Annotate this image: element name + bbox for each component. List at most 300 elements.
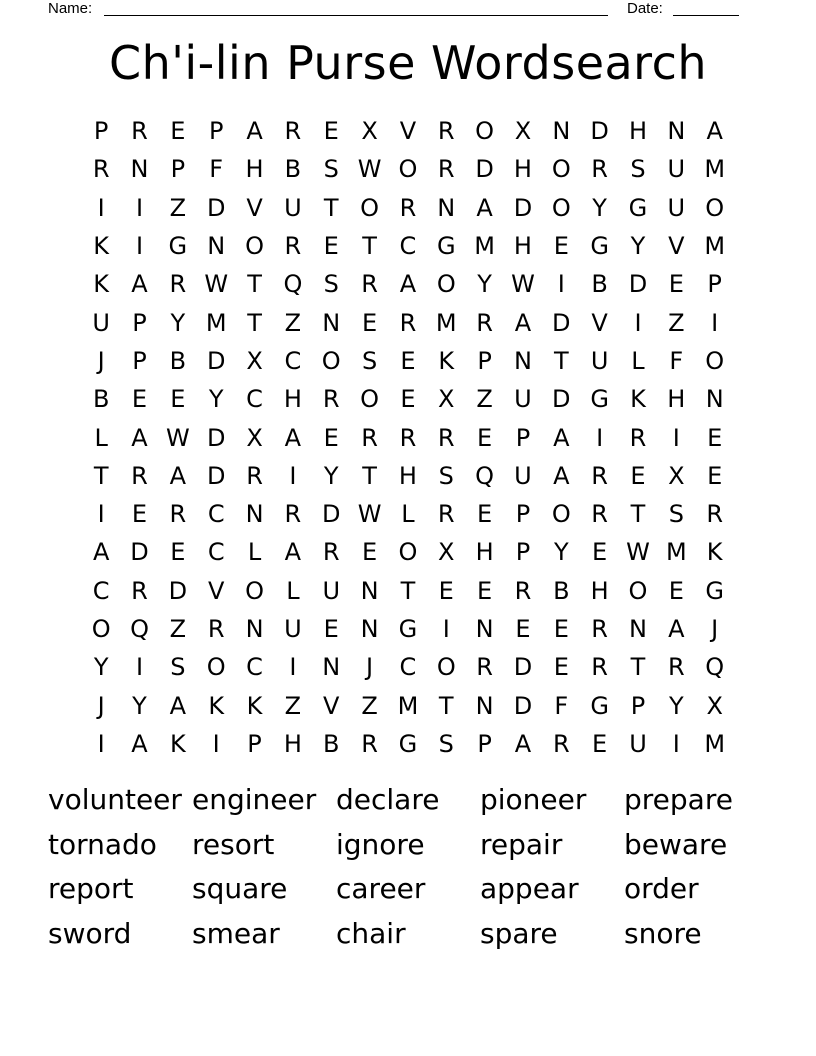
grid-letter: A	[553, 461, 570, 490]
grid-letter: E	[707, 423, 723, 452]
grid-letter: A	[668, 615, 685, 643]
grid-letter: D	[206, 423, 226, 452]
grid-row	[82, 610, 734, 648]
grid-letter: A	[131, 729, 148, 758]
grid-letter: R	[437, 500, 455, 529]
grid-letter: D	[552, 385, 571, 414]
letter-grid	[82, 112, 734, 763]
grid-letter: N	[475, 691, 494, 720]
grid-row	[82, 418, 734, 456]
grid-letter: R	[629, 423, 647, 452]
grid-letter: T	[553, 346, 569, 375]
grid-letter: O	[245, 232, 264, 261]
grid-letter: A	[284, 423, 302, 452]
grid-letter: O	[398, 538, 418, 567]
grid-letter: P	[477, 346, 492, 375]
word-list-item: beware	[624, 827, 728, 861]
grid-letter: E	[131, 385, 148, 414]
grid-letter: P	[630, 691, 646, 720]
word-list-item: sword	[48, 916, 132, 950]
grid-letter: U	[590, 346, 609, 375]
grid-letter: Q	[283, 270, 303, 299]
grid-letter: H	[245, 155, 264, 184]
word-list-item: report	[48, 872, 134, 905]
grid-letter: S	[630, 155, 646, 184]
grid-letter: D	[130, 538, 149, 567]
grid-letter: U	[629, 729, 647, 758]
grid-letter: J	[366, 653, 374, 682]
grid-letter: F	[209, 155, 224, 184]
grid-letter: R	[284, 500, 302, 529]
grid-letter: H	[628, 117, 647, 146]
grid-letter: O	[321, 346, 341, 375]
grid-letter: Y	[592, 193, 607, 222]
grid-letter: O	[705, 346, 725, 375]
grid-letter: Y	[93, 653, 109, 682]
grid-letter: C	[207, 500, 225, 529]
grid-letter: E	[553, 615, 569, 643]
grid-letter: R	[667, 653, 685, 682]
grid-letter: R	[131, 576, 148, 605]
grid-letter: R	[591, 615, 608, 643]
grid-letter: L	[401, 500, 415, 529]
grid-letter: X	[668, 461, 685, 490]
grid-letter: P	[247, 729, 262, 758]
grid-row	[82, 342, 734, 380]
grid-letter: X	[438, 385, 455, 414]
grid-row	[82, 533, 734, 571]
grid-letter: R	[552, 729, 570, 758]
grid-letter: H	[667, 385, 686, 414]
grid-letter: M	[665, 538, 687, 567]
grid-letter: H	[590, 576, 609, 605]
grid-letter: Z	[284, 691, 302, 720]
grid-letter: H	[475, 538, 494, 567]
grid-letter: B	[284, 155, 302, 184]
grid-letter: I	[557, 270, 565, 299]
grid-letter: C	[92, 576, 110, 605]
grid-letter: A	[553, 423, 570, 452]
grid-letter: S	[668, 500, 684, 529]
grid-letter: R	[361, 423, 378, 452]
grid-letter: L	[631, 346, 645, 375]
word-list-item: resort	[192, 827, 275, 861]
grid-row	[82, 725, 734, 763]
grid-letter: C	[399, 232, 417, 261]
grid-letter: R	[284, 232, 302, 261]
grid-letter: R	[131, 117, 148, 146]
grid-letter: R	[476, 653, 493, 682]
grid-letter: L	[286, 576, 300, 605]
grid-letter: I	[442, 615, 450, 643]
grid-letter: Y	[630, 232, 646, 261]
grid-letter: H	[513, 155, 532, 184]
grid-letter: M	[474, 232, 495, 261]
grid-letter: R	[246, 461, 263, 490]
grid-letter: M	[704, 729, 726, 758]
grid-letter: I	[289, 653, 297, 682]
grid-letter: F	[554, 691, 569, 720]
grid-letter: J	[97, 346, 105, 375]
grid-letter: S	[361, 346, 378, 375]
grid-letter: L	[94, 423, 108, 452]
grid-letter: R	[284, 117, 302, 146]
grid-letter: T	[247, 308, 262, 337]
grid-letter: G	[590, 232, 609, 261]
grid-letter: J	[711, 615, 719, 643]
grid-letter: S	[323, 155, 339, 184]
grid-letter: N	[245, 500, 264, 529]
grid-letter: P	[515, 538, 531, 567]
grid-letter: I	[596, 423, 604, 452]
word-list-item: smear	[192, 916, 280, 950]
date-blank-line	[673, 15, 739, 16]
grid-letter: T	[93, 461, 109, 490]
grid-letter: G	[590, 385, 609, 414]
grid-letter: P	[208, 117, 224, 146]
grid-letter: E	[361, 538, 378, 567]
grid-letter: M	[435, 308, 457, 337]
grid-letter: P	[515, 423, 531, 452]
grid-letter: O	[628, 576, 648, 605]
grid-letter: K	[438, 346, 455, 375]
grid-letter: X	[706, 691, 723, 720]
grid-letter: K	[93, 270, 110, 299]
grid-letter: B	[591, 270, 608, 299]
grid-letter: N	[322, 308, 341, 337]
grid-letter: T	[323, 193, 339, 222]
grid-letter: P	[93, 117, 109, 146]
grid-letter: T	[438, 691, 454, 720]
grid-letter: B	[553, 576, 570, 605]
grid-letter: S	[438, 461, 454, 490]
grid-letter: G	[590, 691, 609, 720]
grid-letter: S	[170, 653, 186, 682]
grid-letter: D	[513, 193, 533, 222]
grid-letter: O	[91, 615, 111, 643]
grid-letter: E	[323, 232, 339, 261]
grid-letter: R	[322, 385, 340, 414]
grid-letter: E	[400, 385, 416, 414]
grid-letter: I	[97, 729, 105, 758]
grid-row	[82, 495, 734, 533]
grid-letter: N	[322, 653, 341, 682]
grid-letter: R	[399, 308, 417, 337]
grid-letter: G	[436, 232, 456, 261]
grid-letter: Q	[130, 615, 149, 643]
grid-letter: E	[131, 500, 148, 529]
grid-letter: R	[361, 270, 378, 299]
grid-letter: P	[132, 346, 147, 375]
grid-letter: R	[476, 308, 493, 337]
grid-letter: D	[206, 461, 226, 490]
grid-letter: S	[323, 270, 339, 299]
grid-letter: B	[92, 385, 110, 414]
grid-row	[82, 648, 734, 686]
grid-letter: R	[322, 538, 340, 567]
grid-letter: K	[208, 691, 225, 720]
grid-letter: W	[511, 270, 535, 299]
grid-letter: Y	[132, 691, 147, 720]
grid-letter: T	[362, 461, 377, 490]
grid-letter: R	[399, 423, 417, 452]
grid-letter: R	[399, 193, 417, 222]
grid-letter: S	[438, 729, 454, 758]
grid-letter: R	[591, 155, 608, 184]
grid-letter: B	[169, 346, 187, 375]
grid-letter: H	[398, 461, 417, 490]
grid-letter: D	[590, 117, 609, 146]
word-list-item: tornado	[48, 827, 157, 861]
grid-letter: G	[398, 615, 418, 643]
grid-letter: U	[514, 461, 532, 490]
grid-letter: M	[397, 691, 419, 720]
grid-letter: C	[284, 346, 302, 375]
grid-letter: A	[399, 270, 417, 299]
grid-letter: D	[168, 576, 188, 605]
grid-letter: R	[591, 653, 608, 682]
grid-letter: I	[135, 193, 144, 222]
grid-row	[82, 303, 734, 341]
grid-letter: R	[591, 461, 608, 490]
grid-letter: O	[245, 576, 264, 605]
grid-letter: T	[247, 270, 262, 299]
grid-letter: I	[135, 232, 144, 261]
grid-letter: Y	[477, 270, 492, 299]
grid-letter: O	[360, 193, 380, 222]
grid-letter: V	[591, 308, 608, 337]
grid-letter: T	[400, 576, 416, 605]
grid-letter: P	[515, 500, 531, 529]
grid-letter: R	[437, 155, 455, 184]
grid-letter: R	[514, 576, 532, 605]
grid-letter: Z	[476, 385, 493, 414]
grid-letter: C	[207, 538, 225, 567]
grid-letter: A	[514, 729, 532, 758]
grid-letter: N	[705, 385, 724, 414]
grid-letter: R	[706, 500, 724, 529]
word-list-item: pioneer	[480, 783, 587, 816]
grid-letter: M	[704, 232, 726, 261]
grid-letter: Q	[705, 653, 725, 682]
grid-letter: E	[477, 576, 493, 605]
grid-letter: Y	[323, 461, 339, 490]
grid-row	[82, 572, 734, 610]
header-line	[48, 0, 748, 20]
grid-letter: W	[626, 538, 650, 567]
grid-letter: D	[206, 193, 226, 222]
grid-letter: C	[246, 385, 263, 414]
grid-letter: E	[361, 308, 378, 337]
grid-letter: R	[131, 461, 148, 490]
grid-letter: E	[170, 538, 186, 567]
word-list	[48, 780, 768, 958]
grid-letter: W	[357, 500, 382, 529]
grid-letter: T	[630, 653, 646, 682]
grid-letter: Z	[169, 193, 187, 222]
grid-letter: A	[169, 461, 187, 490]
word-list-item: volunteer	[48, 783, 182, 816]
grid-letter: A	[476, 193, 493, 222]
grid-letter: R	[437, 423, 455, 452]
grid-letter: Z	[668, 308, 685, 337]
grid-letter: E	[400, 346, 416, 375]
grid-letter: A	[284, 538, 302, 567]
grid-letter: E	[515, 615, 531, 643]
grid-letter: E	[170, 117, 186, 146]
grid-letter: O	[360, 385, 380, 414]
grid-letter: E	[592, 538, 608, 567]
grid-letter: K	[93, 232, 110, 261]
grid-letter: E	[668, 576, 684, 605]
grid-letter: Y	[553, 538, 569, 567]
grid-letter: P	[132, 308, 147, 337]
grid-letter: A	[706, 117, 723, 146]
grid-row	[82, 457, 734, 495]
grid-letter: I	[97, 500, 105, 529]
grid-letter: O	[398, 155, 418, 184]
grid-letter: N	[207, 232, 226, 261]
grid-letter: N	[360, 615, 379, 643]
grid-letter: Z	[361, 691, 378, 720]
grid-letter: F	[669, 346, 684, 375]
grid-letter: Y	[208, 385, 224, 414]
grid-letter: R	[169, 500, 187, 529]
grid-letter: O	[551, 193, 571, 222]
grid-letter: R	[591, 500, 608, 529]
grid-letter: A	[92, 538, 110, 567]
grid-letter: W	[204, 270, 229, 299]
word-list-item: ignore	[336, 827, 425, 861]
grid-letter: I	[289, 461, 297, 490]
grid-letter: G	[168, 232, 188, 261]
grid-row	[82, 189, 734, 227]
grid-letter: P	[707, 270, 722, 299]
grid-letter: I	[634, 308, 642, 337]
grid-letter: E	[553, 653, 569, 682]
grid-letter: A	[514, 308, 532, 337]
grid-letter: K	[706, 538, 723, 567]
grid-letter: T	[630, 500, 646, 529]
name-label: Name:	[48, 0, 93, 17]
grid-letter: P	[477, 729, 492, 758]
grid-letter: X	[246, 346, 263, 375]
grid-row	[82, 686, 734, 724]
word-list-item: appear	[480, 872, 579, 905]
grid-letter: D	[513, 653, 533, 682]
grid-letter: K	[630, 385, 646, 414]
grid-letter: I	[672, 423, 680, 452]
grid-letter: E	[323, 423, 339, 452]
grid-letter: N	[552, 117, 571, 146]
grid-letter: H	[283, 729, 302, 758]
grid-letter: X	[438, 538, 455, 567]
grid-letter: A	[131, 423, 148, 452]
grid-letter: K	[246, 691, 263, 720]
word-list-item: prepare	[624, 783, 733, 816]
grid-letter: V	[399, 117, 417, 146]
grid-letter: R	[92, 155, 110, 184]
grid-letter: G	[628, 193, 648, 222]
grid-letter: I	[711, 308, 719, 337]
grid-letter: D	[206, 346, 226, 375]
grid-letter: X	[361, 117, 378, 146]
grid-letter: R	[169, 270, 187, 299]
grid-letter: E	[553, 232, 569, 261]
grid-letter: U	[284, 193, 302, 222]
word-list-item: repair	[480, 827, 563, 861]
word-list-item: career	[336, 872, 426, 905]
grid-letter: V	[323, 691, 340, 720]
grid-letter: B	[323, 729, 340, 758]
grid-letter: N	[437, 193, 456, 222]
page-title: Ch'i-lin Purse Wordsearch	[108, 36, 708, 90]
word-list-item: chair	[336, 916, 406, 950]
grid-letter: C	[246, 653, 263, 682]
grid-letter: Y	[170, 308, 186, 337]
grid-letter: V	[668, 232, 685, 261]
grid-letter: T	[362, 232, 377, 261]
grid-letter: M	[205, 308, 227, 337]
grid-letter: E	[438, 576, 454, 605]
grid-letter: U	[514, 385, 532, 414]
grid-letter: N	[245, 615, 264, 643]
grid-letter: I	[212, 729, 220, 758]
grid-row	[82, 265, 734, 303]
grid-letter: W	[357, 155, 382, 184]
grid-letter: O	[551, 155, 571, 184]
grid-letter: R	[437, 117, 455, 146]
date-label: Date:	[627, 0, 663, 17]
grid-row	[82, 227, 734, 265]
grid-letter: Z	[169, 615, 187, 643]
grid-letter: E	[592, 729, 608, 758]
grid-letter: O	[551, 500, 571, 529]
grid-letter: O	[705, 193, 725, 222]
grid-letter: E	[323, 117, 339, 146]
word-list-item: square	[192, 872, 288, 905]
grid-row	[82, 150, 734, 188]
word-list-item: declare	[336, 783, 440, 816]
word-list-item: snore	[624, 916, 702, 950]
grid-letter: V	[246, 193, 263, 222]
grid-letter: Y	[668, 691, 684, 720]
grid-letter: Q	[475, 461, 495, 490]
grid-letter: X	[514, 117, 532, 146]
word-list-item: engineer	[192, 783, 317, 816]
grid-letter: D	[475, 155, 494, 184]
grid-letter: H	[513, 232, 532, 261]
grid-letter: E	[668, 270, 684, 299]
grid-letter: E	[707, 461, 723, 490]
grid-letter: Z	[284, 308, 302, 337]
grid-letter: P	[170, 155, 186, 184]
grid-letter: G	[398, 729, 418, 758]
grid-letter: V	[207, 576, 225, 605]
grid-letter: I	[135, 653, 144, 682]
grid-letter: I	[672, 729, 680, 758]
grid-letter: N	[513, 346, 532, 375]
grid-letter: D	[628, 270, 648, 299]
grid-letter: M	[704, 155, 726, 184]
grid-letter: C	[399, 653, 417, 682]
grid-letter: N	[667, 117, 686, 146]
grid-letter: O	[436, 653, 456, 682]
grid-letter: R	[361, 729, 378, 758]
grid-letter: U	[322, 576, 341, 605]
grid-letter: L	[247, 538, 262, 567]
grid-letter: K	[169, 729, 186, 758]
